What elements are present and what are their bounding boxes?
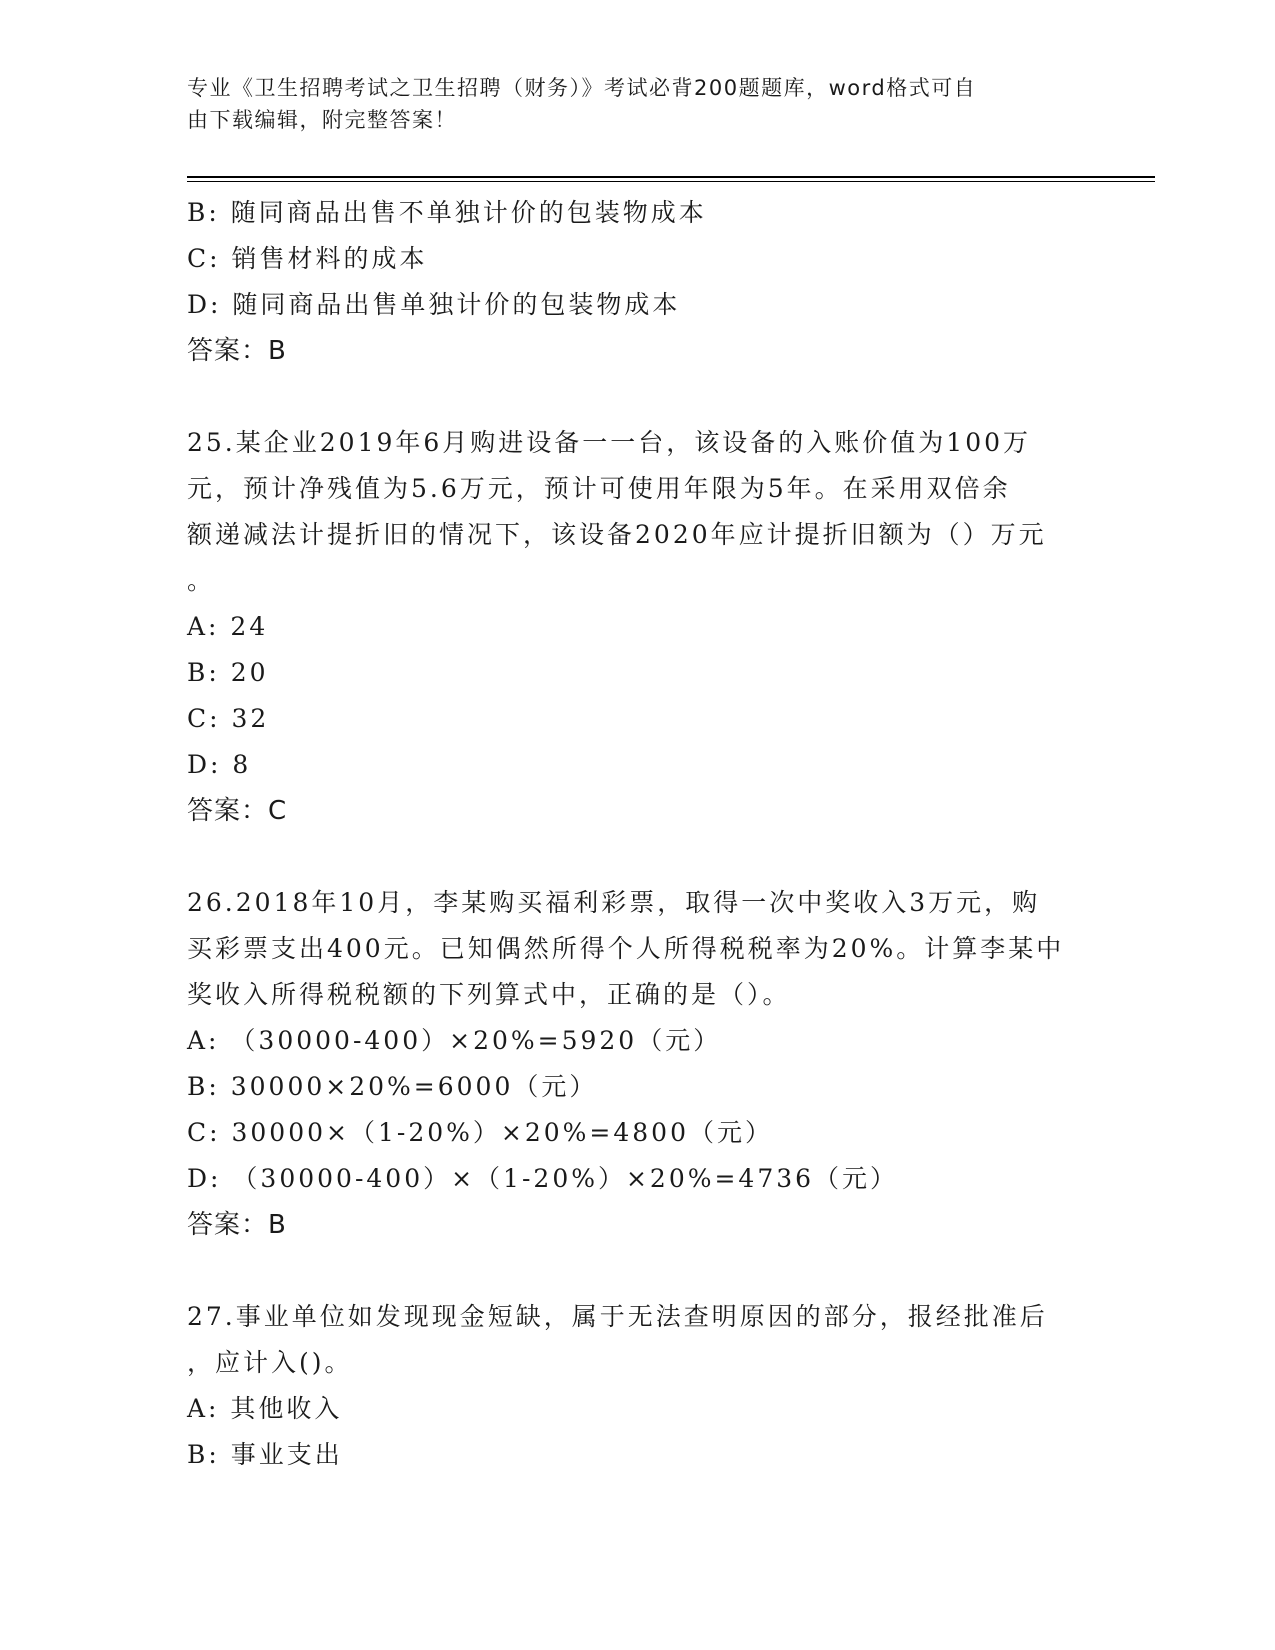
question-stem-line: 27.事业单位如发现现金短缺，属于无法查明原因的部分，报经批准后	[187, 1302, 1048, 1331]
header-divider-thick	[187, 176, 1155, 178]
option-b: B: 30000×20%=6000（元）	[187, 1072, 598, 1101]
option-a: A: 24	[187, 612, 269, 641]
option-d: D: 随同商品出售单独计价的包装物成本	[187, 290, 681, 319]
question-stem-line: 额递减法计提折旧的情况下，该设备2020年应计提折旧额为（）万元	[187, 520, 1047, 549]
header-divider-thin	[187, 181, 1155, 182]
option-a: A: （30000-400）×20%=5920（元）	[187, 1026, 722, 1055]
question-26	[187, 880, 1087, 1248]
option-b: B: 20	[187, 658, 269, 687]
header-title-line-1: 专业《卫生招聘考试之卫生招聘（财务）》考试必背200题题库，word格式可自	[187, 76, 977, 100]
option-c: C: 30000×（1-20%）×20%=4800（元）	[187, 1118, 773, 1147]
option-b: B: 事业支出	[187, 1440, 343, 1469]
spacer	[187, 374, 1087, 420]
spacer	[187, 1248, 1087, 1294]
question-27	[187, 1294, 1087, 1478]
document-header	[187, 72, 1067, 136]
question-stem-line: 奖收入所得税税额的下列算式中，正确的是（）。	[187, 980, 791, 1009]
option-a: A: 其他收入	[187, 1394, 343, 1423]
question-list	[187, 190, 1087, 1478]
question-stem-line: 26.2018年10月，李某购买福利彩票，取得一次中奖收入3万元，购	[187, 888, 1041, 917]
question-stem-line: 元，预计净残值为5.6万元，预计可使用年限为5年。在采用双倍余	[187, 474, 1011, 503]
question-stem-line: 25.某企业2019年6月购进设备一一台，该设备的入账价值为100万	[187, 428, 1032, 457]
answer-line: 答案：B	[187, 1210, 287, 1240]
answer-line: 答案：C	[187, 796, 288, 826]
option-d: D: （30000-400）×（1-20%）×20%=4736（元）	[187, 1164, 899, 1193]
question-stem-line: ，应计入()。	[187, 1348, 353, 1377]
option-b: B: 随同商品出售不单独计价的包装物成本	[187, 198, 707, 227]
question-24	[187, 190, 1087, 374]
option-c: C: 32	[187, 704, 270, 733]
question-stem-line: 买彩票支出400元。已知偶然所得个人所得税税率为20%。计算李某中	[187, 934, 1065, 963]
header-title-line-2: 由下载编辑，附完整答案！	[187, 108, 457, 132]
option-d: D: 8	[187, 750, 252, 779]
question-stem-line: 。	[187, 566, 216, 595]
answer-line: 答案：B	[187, 336, 287, 366]
option-c: C: 销售材料的成本	[187, 244, 428, 273]
spacer	[187, 834, 1087, 880]
question-25	[187, 420, 1087, 834]
